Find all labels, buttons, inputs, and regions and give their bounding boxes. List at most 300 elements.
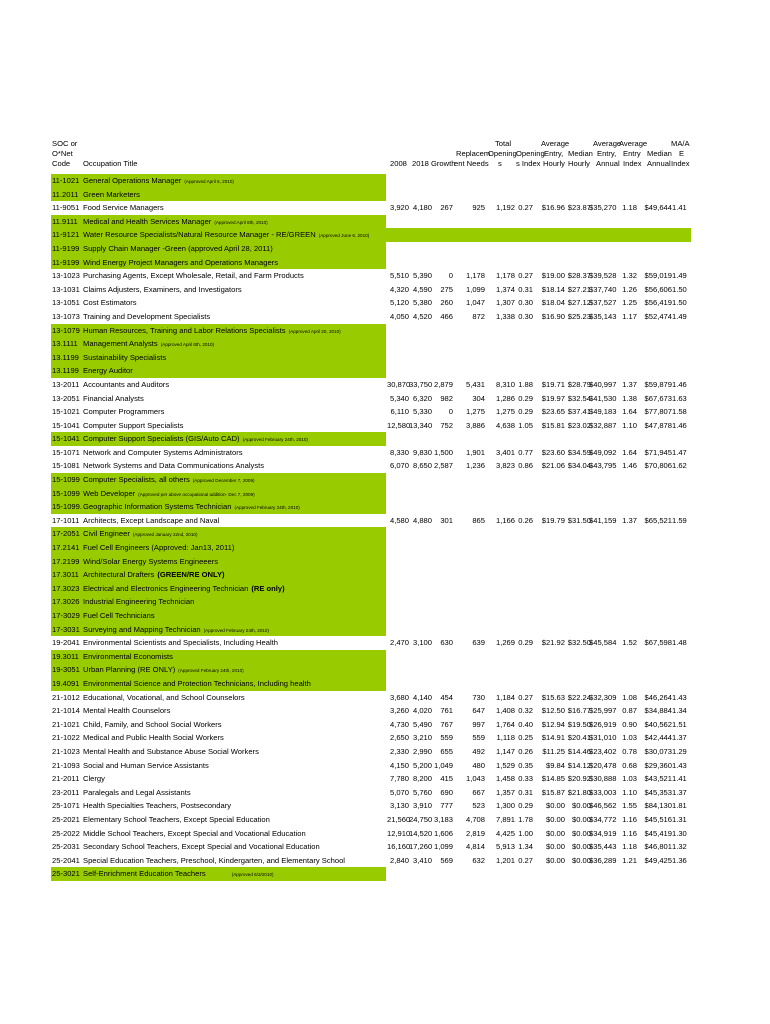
replacement-needs: 639 <box>472 638 485 648</box>
median-hourly: $0.00 <box>571 814 591 824</box>
soc-code: 11.9111 <box>52 216 78 226</box>
median-hourly: $0.00 <box>571 855 591 865</box>
employment-2018: 5,200 <box>412 760 432 770</box>
table-row <box>51 609 691 623</box>
soc-code: 15-1071 <box>52 447 80 457</box>
avg-entry-hourly: $11.25 <box>542 746 565 756</box>
avg-entry-hourly: $0.00 <box>545 855 565 865</box>
openings-index: 0.26 <box>518 746 533 756</box>
employment-2008: 3,920 <box>389 203 409 213</box>
header-openings-index: Opening <box>516 149 545 158</box>
median-annual: $70,806 <box>644 461 672 471</box>
occupation-title <box>83 799 231 813</box>
approval-note: (Approved April 20, 2010) <box>288 328 341 334</box>
soc-code: 11-9051 <box>52 203 80 213</box>
ma-ae-index: 1.32 <box>672 842 687 852</box>
replacement-needs: 997 <box>472 719 485 729</box>
avg-entry-annual: $30,888 <box>589 774 617 784</box>
openings-index: 0.29 <box>518 801 533 811</box>
total-openings: 1,166 <box>495 515 515 525</box>
table-row <box>51 446 691 460</box>
occupation-title-text: Urban Planning (RE ONLY) <box>83 665 176 675</box>
total-openings: 4,425 <box>495 828 515 838</box>
occupation-title-text: Sustainability Specialists <box>83 352 167 362</box>
employment-2018: 13,340 <box>409 420 433 430</box>
soc-code: 11-9199 <box>52 243 80 253</box>
occupation-title-text: Energy Auditor <box>83 366 133 376</box>
openings-index: 0.27 <box>518 203 533 213</box>
header-occupation-title: Occupation Title <box>83 159 138 168</box>
soc-code: 21-1022 <box>52 733 80 743</box>
occupation-title-text: Management Analysts <box>83 339 158 349</box>
employment-2018: 4,520 <box>412 311 432 321</box>
avg-entry-hourly: $21.92 <box>541 638 565 648</box>
growth: 752 <box>440 420 453 430</box>
occupation-title <box>83 827 306 841</box>
ma-ae-index: 1.37 <box>672 733 687 743</box>
soc-code: 21-1023 <box>52 746 80 756</box>
median-hourly: $25.23 <box>567 311 591 321</box>
occupation-title <box>83 432 308 447</box>
table-row <box>51 310 691 324</box>
occupation-title <box>83 364 133 378</box>
employment-2008: 3,680 <box>389 692 409 702</box>
openings-index: 0.29 <box>518 638 533 648</box>
header-avg-entry-annual: Average <box>593 139 622 148</box>
median-hourly: $0.00 <box>571 842 591 852</box>
table-row <box>51 582 691 596</box>
occupation-title-text: Wind Energy Project Managers and Operations Managers <box>83 257 279 267</box>
growth: 466 <box>440 311 453 321</box>
table-row <box>51 459 691 473</box>
occupation-title-text: Supply Chain Manager -Green (approved April 28, 2011) <box>83 243 273 253</box>
soc-code: 21-1014 <box>52 706 80 716</box>
occupation-title-text: Health Specialties Teachers, Postsecondary <box>83 801 232 811</box>
header-avg-entry-hourly-3: Hourly <box>543 159 565 168</box>
table-row <box>51 677 691 691</box>
openings-index: 0.26 <box>518 515 533 525</box>
median-annual: $40,562 <box>644 719 672 729</box>
avg-entry-annual: $32,887 <box>589 420 617 430</box>
total-openings: 1,307 <box>495 298 515 308</box>
occupation-title-text: Geographic Information Systems Technician <box>83 502 232 512</box>
employment-2008: 5,070 <box>389 787 409 797</box>
soc-code: 11-9199 <box>52 257 80 267</box>
avg-entry-hourly: $19.79 <box>541 515 565 525</box>
avg-entry-annual: $26,919 <box>589 719 617 729</box>
header-code: Code <box>52 159 71 168</box>
replacement-needs: 523 <box>472 801 485 811</box>
median-annual: $49,644 <box>644 203 672 213</box>
avg-entry-annual: $36,289 <box>589 855 617 865</box>
employment-2008: 7,780 <box>389 774 409 784</box>
openings-index: 0.33 <box>518 774 533 784</box>
table-row <box>51 745 691 759</box>
table-row <box>51 691 691 705</box>
header-avg-entry-index: Average <box>619 139 648 148</box>
employment-2018: 8,650 <box>412 461 432 471</box>
replacement-needs: 647 <box>472 706 485 716</box>
header-median-annual: Median <box>647 149 672 158</box>
soc-code: 13-2051 <box>52 393 80 403</box>
ma-ae-index: 1.34 <box>672 706 687 716</box>
growth: 777 <box>440 801 453 811</box>
replacement-needs: 1,047 <box>465 298 485 308</box>
ma-ae-index: 1.43 <box>672 760 687 770</box>
avg-entry-index: 1.03 <box>622 733 637 743</box>
median-hourly: $37.41 <box>567 407 591 417</box>
occupation-title-text: Secondary School Teachers, Except Special and Vocational Education <box>83 842 320 852</box>
occupation-title <box>83 324 341 339</box>
total-openings: 1,764 <box>495 719 515 729</box>
approval-note: (Approved February 24th, 2010) <box>234 505 300 511</box>
median-hourly: $23.87 <box>567 203 591 213</box>
occupation-title <box>83 405 164 419</box>
median-annual: $67,598 <box>644 638 672 648</box>
table-row <box>51 704 691 718</box>
occupation-title <box>83 582 285 596</box>
occupation-title-text: Mental Health Counselors <box>83 706 171 716</box>
approval-note: (Approved February 24th, 2010) <box>178 668 244 674</box>
header-avg-entry-hourly-2: Entry, <box>544 149 564 158</box>
occupation-title <box>83 867 274 882</box>
occupation-title <box>83 731 224 745</box>
occupation-title-text: Medical and Public Health Social Workers <box>83 733 224 743</box>
occupation-title-text: Self-Enrichment Education Teachers <box>83 869 206 879</box>
openings-index: 1.34 <box>518 842 533 852</box>
table-row <box>51 663 691 677</box>
employment-2008: 6,070 <box>389 461 409 471</box>
avg-entry-index: 1.37 <box>622 515 637 525</box>
header-replacement: Replacem <box>456 149 491 158</box>
median-hourly: $32.54 <box>567 393 591 403</box>
median-hourly: $27.21 <box>567 284 591 294</box>
table-row <box>51 473 691 487</box>
openings-index: 0.32 <box>518 706 533 716</box>
avg-entry-index: 1.46 <box>622 461 637 471</box>
soc-code: 11-1021 <box>52 176 80 185</box>
employment-2008: 4,050 <box>389 311 409 321</box>
occupation-title-text: Cost Estimators <box>83 298 137 308</box>
occupation-title-text: Paralegals and Legal Assistants <box>83 787 191 797</box>
occupation-title <box>83 487 255 502</box>
table-row <box>51 296 691 310</box>
avg-entry-annual: $20,478 <box>589 760 617 770</box>
table-row <box>51 364 691 378</box>
avg-entry-hourly: $16.96 <box>541 203 565 213</box>
table-row <box>51 650 691 664</box>
soc-code: 25-2041 <box>52 855 80 865</box>
occupation-title-text: Environmental Science and Protection Technicians, Including health <box>83 678 311 688</box>
openings-index: 1.88 <box>518 379 533 389</box>
header-2008: 2008 <box>390 159 407 168</box>
avg-entry-annual: $23,402 <box>589 746 617 756</box>
median-hourly: $28.79 <box>567 379 591 389</box>
table-row <box>51 324 691 338</box>
header-avg-entry-index-3: Index <box>623 159 642 168</box>
table-row <box>51 541 691 555</box>
growth: 559 <box>440 733 453 743</box>
soc-code: 15-1099 <box>52 475 80 485</box>
growth: 1,099 <box>434 842 454 852</box>
table-row <box>51 568 691 582</box>
table-row <box>51 867 691 881</box>
table-row <box>51 242 691 256</box>
occupation-title <box>83 337 214 352</box>
approval-note: (Approved 6/3/2010) <box>231 872 274 878</box>
growth: 454 <box>440 692 453 702</box>
ma-ae-index: 1.51 <box>672 719 687 729</box>
occupation-title <box>83 201 164 215</box>
avg-entry-hourly: $9.84 <box>545 760 565 770</box>
approval-note: (Approved April 8th, 2010) <box>214 219 268 225</box>
median-annual: $46,264 <box>644 692 672 702</box>
occupation-title-text: Purchasing Agents, Except Wholesale, Retail, and Farm Products <box>83 271 304 281</box>
median-hourly: $27.12 <box>567 298 591 308</box>
approval-note: (Approved December 7, 2009) <box>192 478 255 484</box>
occupation-title-text: Environmental Scientists and Specialists, Including Health <box>83 638 279 648</box>
avg-entry-annual: $39,528 <box>589 271 617 281</box>
employment-2018: 5,380 <box>412 298 432 308</box>
median-annual: $29,360 <box>644 760 672 770</box>
employment-2018: 4,880 <box>412 515 432 525</box>
table-row <box>51 392 691 406</box>
occupation-title <box>83 786 191 800</box>
total-openings: 1,286 <box>495 393 515 403</box>
occupation-title-text: Middle School Teachers, Except Special and Vocational Education <box>83 828 306 838</box>
spreadsheet <box>51 139 691 881</box>
median-annual: $42,444 <box>644 733 672 743</box>
median-hourly: $34.04 <box>567 461 591 471</box>
employment-2008: 2,650 <box>389 733 409 743</box>
replacement-needs: 3,886 <box>465 420 485 430</box>
ma-ae-index: 1.48 <box>672 638 687 648</box>
growth: 267 <box>440 203 453 213</box>
avg-entry-index: 1.38 <box>622 393 637 403</box>
occupation-title-text: Architectural Drafters <box>83 570 155 580</box>
openings-index: 0.77 <box>518 447 533 457</box>
soc-code: 13.1199 <box>52 352 79 362</box>
growth: 690 <box>440 787 453 797</box>
employment-2008: 4,320 <box>389 284 409 294</box>
total-openings: 1,458 <box>495 774 515 784</box>
occupation-title <box>83 459 264 473</box>
growth: 301 <box>440 515 453 525</box>
occupation-title-text: Training and Development Specialists <box>83 311 211 321</box>
occupation-title <box>83 242 273 256</box>
replacement-needs: 1,178 <box>465 271 485 281</box>
avg-entry-annual: $31,010 <box>589 733 617 743</box>
occupation-title <box>83 636 278 650</box>
avg-entry-annual: $35,270 <box>589 203 617 213</box>
avg-entry-hourly: $23.60 <box>541 447 565 457</box>
median-hourly: $28.37 <box>567 271 591 281</box>
occupation-title-text: Special Education Teachers, Preschool, Kindergarten, and Elementary School <box>83 855 345 865</box>
employment-2008: 2,330 <box>389 746 409 756</box>
avg-entry-hourly: $0.00 <box>545 801 565 811</box>
soc-code: 17.2199 <box>52 556 80 566</box>
employment-2018: 4,180 <box>412 203 432 213</box>
table-row <box>51 527 691 541</box>
occupation-title-text: Electrical and Electronics Engineering Technician <box>83 583 249 593</box>
occupation-title <box>83 215 268 230</box>
ma-ae-index: 1.63 <box>672 393 687 403</box>
soc-code: 17.3026 <box>52 597 80 607</box>
employment-2018: 3,100 <box>412 638 432 648</box>
employment-2018: 14,520 <box>409 828 433 838</box>
soc-code: 13.1111 <box>52 339 78 349</box>
employment-2008: 2,470 <box>389 638 409 648</box>
avg-entry-annual: $35,143 <box>589 311 617 321</box>
avg-entry-index: 1.37 <box>622 379 637 389</box>
openings-index: 1.78 <box>518 814 533 824</box>
table-row <box>51 799 691 813</box>
total-openings: 1,338 <box>495 311 515 321</box>
occupation-title-text: Clergy <box>83 774 105 784</box>
total-openings: 1,300 <box>495 801 515 811</box>
occupation-title-text: General Operations Manager <box>83 176 182 185</box>
occupation-title <box>83 256 278 270</box>
soc-code: 13-2011 <box>52 379 80 389</box>
employment-2008: 21,560 <box>387 814 411 824</box>
occupation-title <box>83 283 242 297</box>
soc-code: 15-1081 <box>52 461 80 471</box>
growth: 655 <box>440 746 453 756</box>
openings-index: 0.25 <box>518 733 533 743</box>
median-hourly: $19.50 <box>567 719 591 729</box>
employment-2008: 5,340 <box>389 393 409 403</box>
growth: 260 <box>440 298 453 308</box>
occupation-title <box>83 718 222 732</box>
ma-ae-index: 1.62 <box>672 461 687 471</box>
avg-entry-hourly: $14.85 <box>541 774 565 784</box>
occupation-title <box>83 419 183 433</box>
ma-ae-index: 1.46 <box>672 420 687 430</box>
occupation-title-text: Fuel Cell Engineers (Approved: Jan13, 2011) <box>83 543 235 553</box>
avg-entry-annual: $34,919 <box>589 828 617 838</box>
growth: 761 <box>440 706 453 716</box>
growth: 0 <box>448 271 453 281</box>
avg-entry-annual: $41,530 <box>589 393 617 403</box>
occupation-title <box>83 677 311 691</box>
openings-index: 0.30 <box>518 311 533 321</box>
replacement-needs: 632 <box>472 855 485 865</box>
avg-entry-hourly: $15.81 <box>541 420 565 430</box>
employment-2018: 3,410 <box>412 855 432 865</box>
soc-code: 17-2051 <box>52 529 80 539</box>
growth: 275 <box>440 284 453 294</box>
employment-2018: 5,390 <box>412 271 432 281</box>
soc-code: 17.3011 <box>52 570 79 580</box>
replacement-needs: 1,236 <box>465 461 485 471</box>
replacement-needs: 559 <box>472 733 485 743</box>
ma-ae-index: 1.41 <box>672 774 687 784</box>
median-annual: $84,130 <box>644 801 672 811</box>
employment-2008: 6,110 <box>390 407 409 417</box>
table-row <box>51 487 691 501</box>
replacement-needs: 5,431 <box>465 379 485 389</box>
employment-2008: 4,150 <box>389 760 409 770</box>
avg-entry-index: 0.68 <box>622 760 637 770</box>
table-body <box>51 174 691 881</box>
occupation-title-text: Network and Computer Systems Administrators <box>83 447 243 457</box>
median-hourly: $14.12 <box>567 760 591 770</box>
avg-entry-index: 1.10 <box>622 420 637 430</box>
header-avg-entry-annual-2: Entry, <box>597 149 617 158</box>
avg-entry-hourly: $19.97 <box>541 393 565 403</box>
soc-code: 23-2011 <box>52 787 80 797</box>
ma-ae-index: 1.37 <box>672 787 687 797</box>
ma-ae-index: 1.59 <box>672 515 687 525</box>
employment-2008: 16,160 <box>387 842 411 852</box>
approval-note: (Approved June 6, 2010) <box>318 233 370 239</box>
soc-code: 17-1011 <box>52 515 80 525</box>
employment-2008: 3,130 <box>389 801 409 811</box>
occupation-title-text: Environmental Economists <box>83 651 173 661</box>
header-openings-index-2: s Index <box>516 159 541 168</box>
occupation-title-text: Food Service Managers <box>83 203 164 213</box>
avg-entry-index: 1.55 <box>622 801 637 811</box>
ma-ae-index: 1.49 <box>672 311 687 321</box>
growth: 1,606 <box>434 828 454 838</box>
soc-code: 17.3023 <box>52 583 80 593</box>
avg-entry-hourly: $12.94 <box>541 719 565 729</box>
employment-2018: 9,830 <box>412 447 432 457</box>
growth: 2,879 <box>434 379 454 389</box>
avg-entry-index: 1.26 <box>622 284 637 294</box>
avg-entry-annual: $37,527 <box>589 298 617 308</box>
table-row <box>51 283 691 297</box>
avg-entry-hourly: $0.00 <box>545 842 565 852</box>
table-row <box>51 256 691 270</box>
openings-index: 0.31 <box>518 284 533 294</box>
median-annual: $47,878 <box>644 420 672 430</box>
table-row <box>51 555 691 569</box>
openings-index: 0.31 <box>518 787 533 797</box>
avg-entry-hourly: $18.04 <box>541 298 565 308</box>
soc-code: 21-1021 <box>52 719 80 729</box>
table-row <box>51 405 691 419</box>
total-openings: 4,638 <box>495 420 515 430</box>
growth: 415 <box>440 774 453 784</box>
median-annual: $49,425 <box>644 855 672 865</box>
table-row <box>51 215 691 229</box>
approval-note: (Approved February 24th, 2010) <box>203 627 270 633</box>
occupation-title-text: Fuel Cell Technicians <box>83 611 155 620</box>
total-openings: 1,357 <box>495 787 515 797</box>
median-annual: $46,801 <box>644 842 672 852</box>
growth: 3,183 <box>434 814 454 824</box>
avg-entry-index: 1.08 <box>622 692 637 702</box>
soc-code: 15-1099 <box>52 488 80 498</box>
occupation-title <box>83 351 166 365</box>
total-openings: 1,192 <box>495 203 515 213</box>
occupation-title <box>83 392 144 406</box>
table-row <box>51 786 691 800</box>
soc-code: 15-1041 <box>52 420 80 430</box>
header-ma-ae-index: MA/A <box>671 139 690 148</box>
occupation-title <box>83 704 170 718</box>
table-row <box>51 174 691 188</box>
table-row <box>51 269 691 283</box>
replacement-needs: 480 <box>472 760 485 770</box>
occupation-title <box>83 609 155 623</box>
occupation-title-text: Surveying and Mapping Technician <box>83 624 201 634</box>
replacement-needs: 872 <box>472 311 485 321</box>
occupation-title <box>83 174 234 189</box>
soc-code: 19.4091 <box>52 678 80 688</box>
median-hourly: $32.50 <box>567 638 591 648</box>
